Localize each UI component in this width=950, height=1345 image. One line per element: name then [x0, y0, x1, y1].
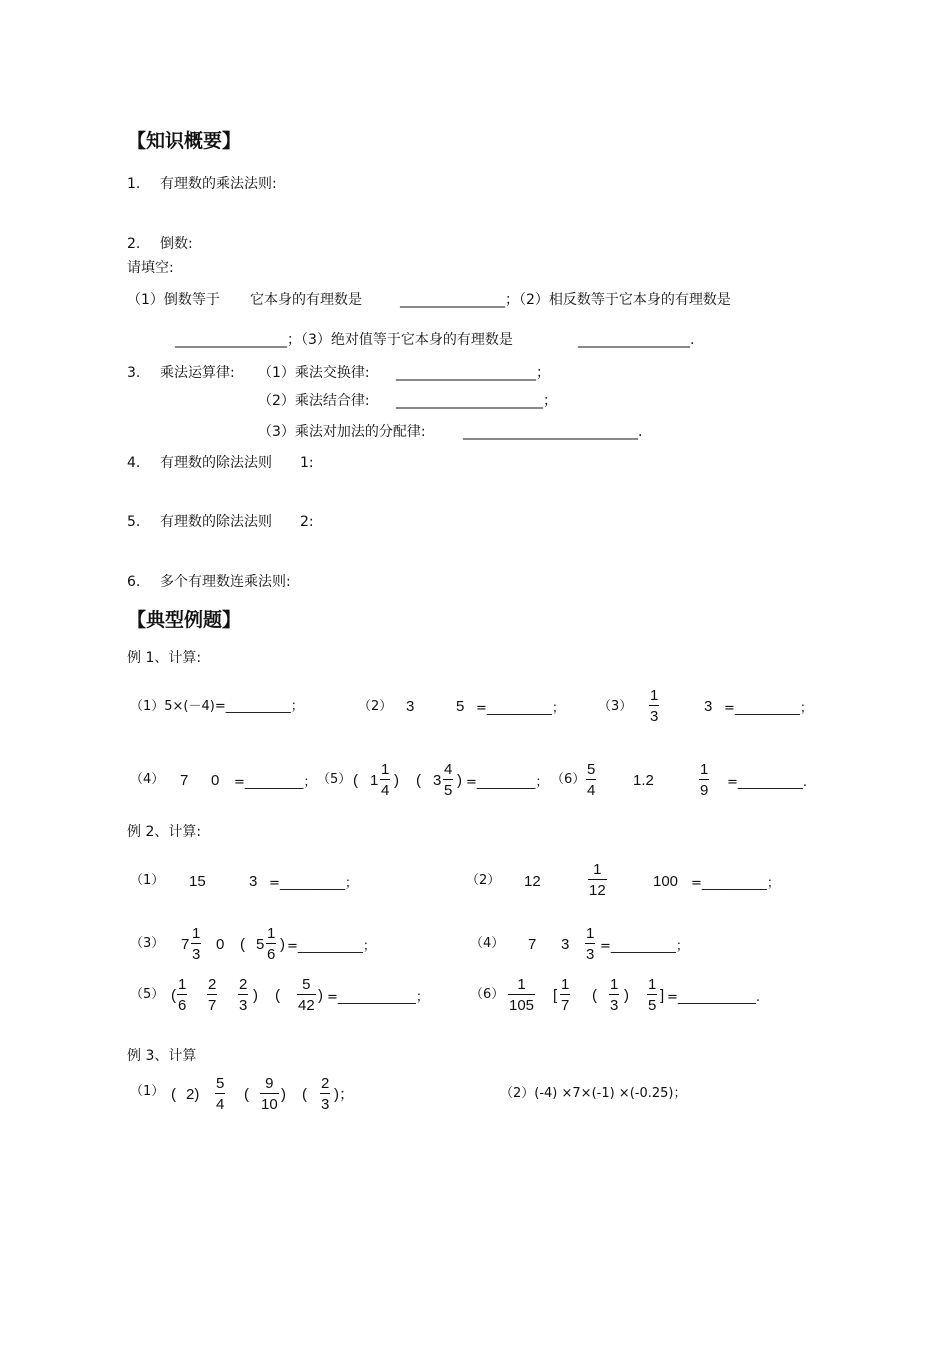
problem-label: （4）	[130, 772, 165, 787]
fraction: 1 4	[381, 761, 390, 799]
paren: (	[353, 772, 358, 789]
problem-label: （1）	[130, 873, 165, 888]
problem: （1）5×(－4)=__________；	[130, 699, 304, 714]
fraction: 5 4	[587, 761, 596, 799]
item-text: 有理数的除法法则	[160, 514, 272, 530]
fraction: 1 3	[192, 925, 201, 963]
fraction: 5 4	[216, 1075, 225, 1113]
fraction: 2 3	[321, 1075, 330, 1113]
paren: (	[240, 936, 245, 953]
answer-blank[interactable]: =__________；	[287, 939, 376, 954]
fraction: 2 3	[239, 976, 248, 1014]
item-text: 倒数:	[160, 236, 193, 252]
problem-label: （2）	[466, 873, 501, 888]
paren: )	[318, 987, 323, 1004]
number: 5	[256, 936, 265, 953]
fraction: 1 3	[586, 925, 595, 963]
paren: )	[394, 772, 399, 789]
answer-blank[interactable]: =____________.	[667, 990, 761, 1005]
item-number: 5.	[127, 514, 141, 530]
item-text: 乘法运算律:	[160, 365, 235, 381]
fill-prompt: 请填空:	[127, 260, 174, 276]
paren: )	[457, 772, 462, 789]
paren: (	[592, 987, 597, 1004]
number: 7	[180, 772, 189, 789]
example-title: 例 2、计算:	[127, 824, 202, 840]
fraction: 1 5	[648, 976, 657, 1014]
number: 3	[433, 772, 442, 789]
problem: （2）(-4) ×7×(-1) ×(-0.25)；	[500, 1086, 687, 1101]
problem-label: （1）	[130, 1084, 165, 1099]
number: 2)	[186, 1086, 200, 1103]
fraction: 2 7	[208, 976, 217, 1014]
bracket: [	[553, 987, 558, 1004]
paren: )	[281, 1086, 286, 1103]
paren: (	[416, 772, 421, 789]
answer-blank[interactable]: =_________；	[466, 775, 549, 790]
item-number: 1.	[127, 176, 141, 192]
section-heading-examples: 【典型例题】	[127, 609, 242, 631]
fraction: 1 9	[700, 761, 709, 799]
paren: (	[302, 1086, 307, 1103]
paren: )	[253, 987, 258, 1004]
bracket: ]	[660, 987, 665, 1004]
problem-label: （6）	[470, 987, 505, 1002]
answer-blank[interactable]: =__________；	[600, 939, 689, 954]
number: 3	[406, 698, 415, 715]
paren: )	[624, 987, 629, 1004]
item-number: 3.	[127, 365, 141, 381]
problem-label: （3）	[130, 936, 165, 951]
number: 15	[189, 873, 206, 890]
number: 3	[704, 698, 713, 715]
answer-blank[interactable]: =_________；	[234, 775, 317, 790]
fill-blank[interactable]: _______________；（2）相反数等于它本身的有理数是	[400, 292, 731, 308]
fraction: 1 3	[650, 687, 659, 725]
paren: )	[280, 936, 285, 953]
item-text: 2:	[300, 514, 314, 530]
fill-blank[interactable]: ________________；（3）绝对值等于它本身的有理数是	[175, 332, 513, 348]
section-heading-knowledge: 【知识概要】	[127, 130, 242, 152]
number: 100	[653, 873, 679, 890]
fraction: 1 105	[509, 976, 535, 1014]
fraction: 1 6	[178, 976, 187, 1014]
number: 3	[561, 936, 570, 953]
number: 7	[528, 936, 537, 953]
law-label: （3）乘法对加法的分配律:	[258, 424, 426, 440]
fill-blank[interactable]: _________________________.	[463, 424, 643, 440]
item-number: 4.	[127, 455, 141, 471]
paren: )；	[334, 1086, 354, 1103]
law-label: （2）乘法结合律:	[258, 393, 370, 409]
law-label: （1）乘法交换律:	[258, 365, 370, 381]
answer-blank[interactable]: =__________.	[727, 775, 808, 790]
number: 0	[211, 772, 220, 789]
item-text: 1:	[300, 455, 314, 471]
number: 0	[216, 936, 225, 953]
problem-label: （5）	[130, 987, 165, 1002]
answer-blank[interactable]: =__________；	[476, 701, 565, 716]
problem-label: （3）	[598, 699, 633, 714]
fraction: 4 5	[444, 761, 453, 799]
fill-blank[interactable]: ____________________；	[396, 365, 550, 381]
answer-blank[interactable]: =__________；	[724, 701, 813, 716]
fraction: 1 12	[589, 861, 606, 899]
paren: (	[275, 987, 280, 1004]
item-text: 多个有理数连乘法则:	[160, 574, 291, 590]
fraction: 9 10	[261, 1075, 278, 1113]
number: 5	[456, 698, 465, 715]
fraction: 5 42	[298, 976, 315, 1014]
problem-label: （5）	[317, 772, 352, 787]
problem-label: （6）	[551, 772, 586, 787]
number: 12	[524, 873, 541, 890]
number: 3	[249, 873, 258, 890]
answer-blank[interactable]: =__________；	[691, 876, 780, 891]
answer-blank[interactable]: =____________；	[327, 990, 429, 1005]
fill-text: （1）倒数等于	[127, 292, 220, 308]
fill-text: 它本身的有理数是	[250, 292, 362, 308]
example-title: 例 3、计算	[127, 1048, 197, 1064]
paren: (	[171, 1086, 176, 1103]
fill-blank[interactable]: _____________________；	[396, 393, 557, 409]
paren: (	[171, 987, 176, 1004]
item-text: 有理数的乘法法则:	[160, 176, 277, 192]
example-title: 例 1、计算:	[127, 650, 202, 666]
number: 1.2	[633, 772, 654, 789]
item-number: 2.	[127, 236, 141, 252]
fill-blank[interactable]: ________________.	[578, 332, 695, 348]
item-text: 有理数的除法法则	[160, 455, 272, 471]
fraction: 1 3	[610, 976, 619, 1014]
fraction: 1 6	[267, 925, 276, 963]
item-number: 6.	[127, 574, 141, 590]
number: 7	[181, 936, 190, 953]
problem-label: （2）	[358, 699, 393, 714]
fraction: 1 7	[561, 976, 570, 1014]
answer-blank[interactable]: =__________；	[269, 876, 358, 891]
paren: (	[244, 1086, 249, 1103]
number: 1	[370, 772, 379, 789]
problem-label: （4）	[470, 936, 505, 951]
